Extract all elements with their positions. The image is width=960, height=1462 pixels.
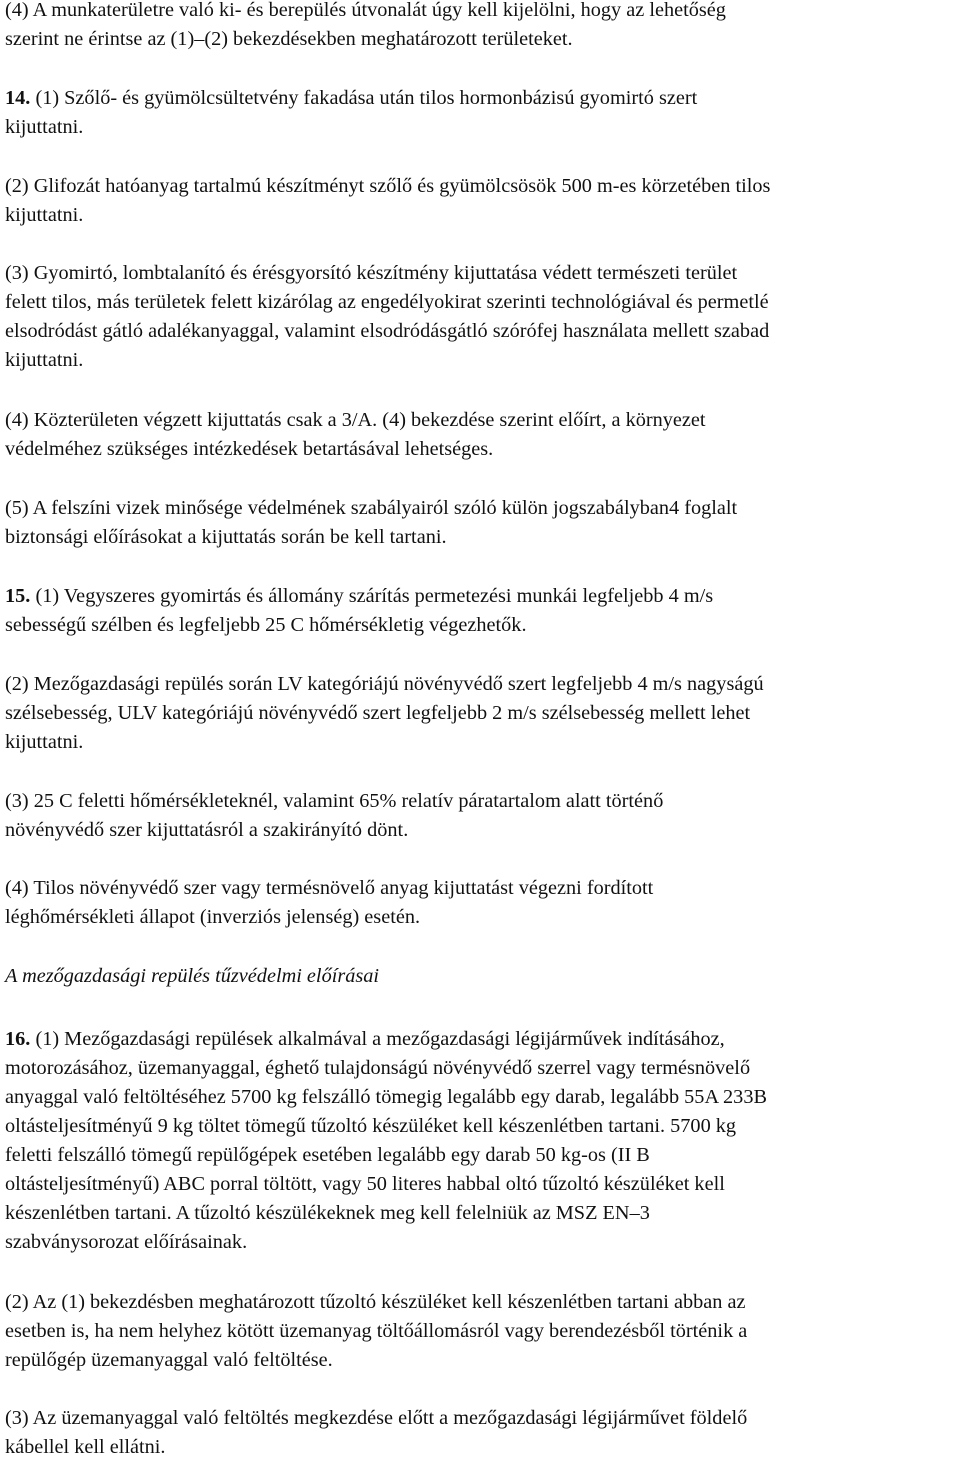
section-heading: [5, 962, 379, 991]
text-line: készenlétben tartani. A tűzoltó készülékeknek meg kell felelniük az MSZ EN–3: [5, 1202, 650, 1224]
text-line-content: (1) Vegyszeres gyomirtás és állomány szárítás permetezési munkái legfeljebb 4 m/s: [35, 585, 714, 607]
paragraph-16-1: [5, 1025, 767, 1257]
text-line: repülőgép üzemanyaggal való feltöltése.: [5, 1349, 333, 1371]
paragraph-16-2: [5, 1288, 747, 1375]
text-line: (5) A felszíni vizek minősége védelmének szabályairól szóló külön jogszabályban4 foglalt: [5, 497, 738, 519]
text-line: [5, 84, 697, 113]
text-line-content: (1) Mezőgazdasági repülések alkalmával a mezőgazdasági légijárművek indításához,: [35, 1028, 725, 1050]
text-line: (2) Az (1) bekezdésben meghatározott tűzoltó készüléket kell készenlétben tartani abban az: [5, 1291, 746, 1313]
text-line: (3) 25 C feletti hőmérsékleteknél, valamint 65% relatív páratartalom alatt történő: [5, 790, 664, 812]
text-line: kijuttatni.: [5, 349, 84, 371]
text-line: kijuttatni.: [5, 116, 84, 138]
text-line: [5, 582, 713, 611]
text-line: (2) Mezőgazdasági repülés során LV kategóriájú növényvédő szert legfeljebb 4 m/s nagyságú: [5, 673, 764, 695]
paragraph-15-4: [5, 874, 653, 932]
text-line: anyaggal való feltöltéséhez 5700 kg felszálló tömegig legalább egy darab, legalább 55A 233B: [5, 1086, 767, 1108]
paragraph-14-2: [5, 172, 770, 230]
text-line: (4) Tilos növényvédő szer vagy termésnövelő anyag kijuttatást végezni fordított: [5, 877, 654, 899]
text-line: szélsebesség, ULV kategóriájú növényvédő szert legfeljebb 2 m/s szélsebesség mellett lehet: [5, 702, 751, 724]
text-line: kábellel kell ellátni.: [5, 1436, 166, 1458]
text-line: (4) Közterületen végzett kijuttatás csak a 3/A. (4) bekezdése szerint előírt, a környezet: [5, 409, 706, 431]
paragraph-13-4: [5, 0, 726, 54]
text-line: sebességű szélben és legfeljebb 25 C hőmérsékletig végezhetők.: [5, 614, 527, 636]
paragraph-16-3: [5, 1404, 747, 1462]
text-line: szabványsorozat előírásainak.: [5, 1231, 248, 1253]
text-line: oltásteljesítményű 9 kg töltet tömegű tűzoltó készüléket kell készenlétben tartani. 5700 kg: [5, 1115, 737, 1137]
text-line: feletti felszálló tömegű repülőgépek esetében legalább egy darab 50 kg-os (II B: [5, 1144, 650, 1166]
heading-text: A mezőgazdasági repülés tűzvédelmi előírásai: [5, 965, 380, 987]
paragraph-14-3: [5, 259, 769, 375]
text-line: (2) Glifozát hatóanyag tartalmú készítményt szőlő és gyümölcsösök 500 m-es körzetében tilos: [5, 175, 771, 197]
section-number: 15.: [5, 585, 31, 607]
section-number: 16.: [5, 1028, 31, 1050]
text-line: felett tilos, más területek felett kizárólag az engedélyokirat szerinti technológiával és permetlé: [5, 291, 769, 313]
text-line: növényvédő szer kijuttatásról a szakirányító dönt.: [5, 819, 409, 841]
text-line: (4) A munkaterületre való ki- és berepülés útvonalát úgy kell kijelölni, hogy az lehetőség: [5, 0, 726, 21]
text-line: elsodródást gátló adalékanyaggal, valamint elsodródásgátló szórófej használata mellett szabad: [5, 320, 770, 342]
text-line: esetben is, ha nem helyhez kötött üzemanyag töltőállomásról vagy berendezésből történik a: [5, 1320, 748, 1342]
text-line: [5, 1025, 767, 1054]
text-line-content: (1) Szőlő- és gyümölcsültetvény fakadása után tilos hormonbázisú gyomirtó szert: [35, 87, 698, 109]
paragraph-14-4: [5, 406, 706, 464]
text-line: oltásteljesítményű) ABC porral töltött, vagy 50 literes habbal oltó tűzoltó készüléket kell: [5, 1173, 725, 1195]
paragraph-14-1: [5, 84, 697, 142]
text-line: (3) Gyomirtó, lombtalanító és érésgyorsító készítmény kijuttatása védett természeti terület: [5, 262, 738, 284]
text-line: védelméhez szükséges intézkedések betartásával lehetséges.: [5, 438, 494, 460]
text-line: szerint ne érintse az (1)–(2) bekezdésekben meghatározott területeket.: [5, 28, 573, 50]
paragraph-15-3: [5, 787, 663, 845]
text-line: biztonsági előírásokat a kijuttatás során be kell tartani.: [5, 526, 447, 548]
paragraph-15-2: [5, 670, 764, 757]
text-line: (3) Az üzemanyaggal való feltöltés megkezdése előtt a mezőgazdasági légijárművet földelő: [5, 1407, 748, 1429]
section-number: 14.: [5, 87, 31, 109]
paragraph-14-5: [5, 494, 737, 552]
text-line: kijuttatni.: [5, 204, 84, 226]
paragraph-15-1: [5, 582, 713, 640]
text-line: kijuttatni.: [5, 731, 84, 753]
text-line: motorozásához, üzemanyaggal, éghető tulajdonságú növényvédő szerrel vagy termésnövelő: [5, 1057, 751, 1079]
text-line: léghőmérsékleti állapot (inverziós jelenség) esetén.: [5, 906, 421, 928]
